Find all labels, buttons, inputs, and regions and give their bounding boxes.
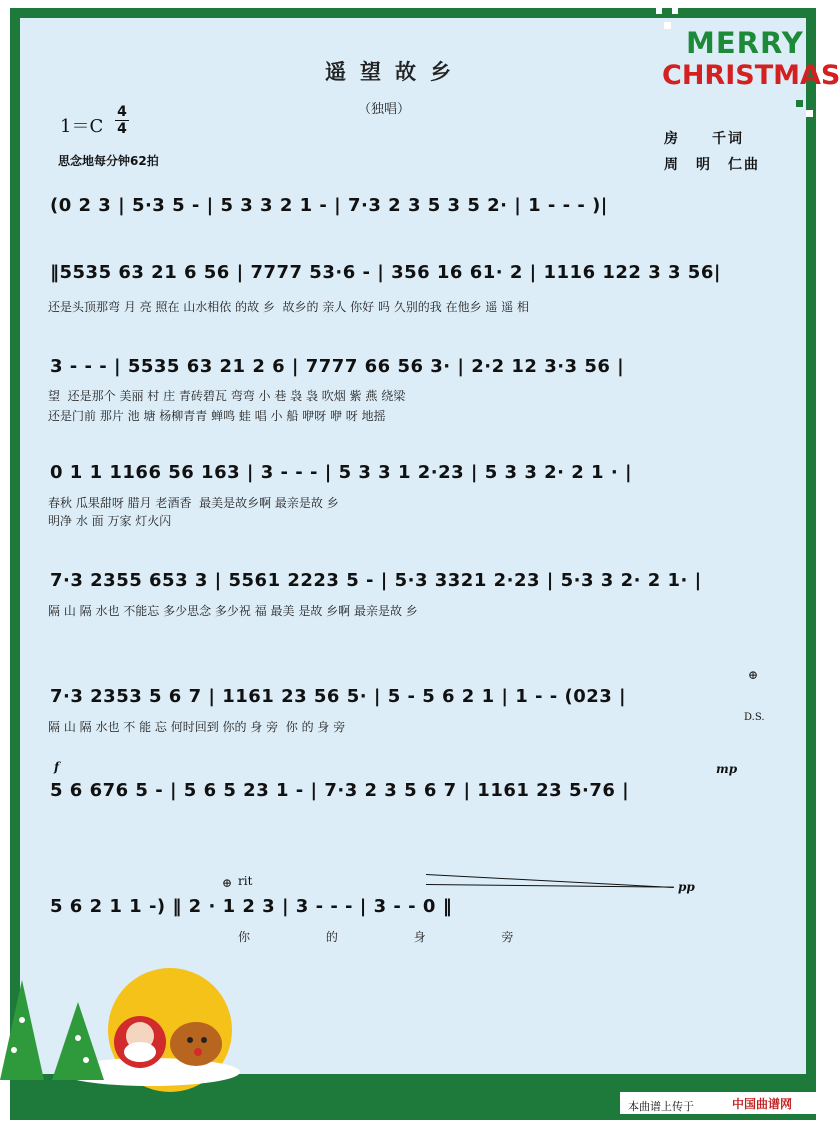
footer-uploaded-text: 本曲谱上传于 bbox=[628, 1100, 694, 1113]
corner-pixel bbox=[806, 110, 813, 117]
lyrics-line-8: 你 的 身 旁 bbox=[238, 930, 550, 944]
notation-line-5: 7·3 2355 653 3 | 5561 2223 5 - | 5·3 3321 2·23 | 5·3 3 2· 2 1· | bbox=[50, 570, 702, 591]
lyrics-line-3a: 望 还是那个 美丽 村 庄 青砖碧瓦 弯弯 小 巷 袅 袅 吹烟 紫 燕 绕梁 bbox=[48, 389, 406, 403]
coda-sign-2: ⊕ bbox=[222, 876, 233, 890]
song-subtitle: （独唱） bbox=[358, 102, 411, 117]
lyrics-line-2: 还是头顶那弯 月 亮 照在 山水相依 的故 乡 故乡的 亲人 你好 吗 久别的我 在他乡 遥 遥 相 bbox=[48, 300, 530, 314]
notation-line-1: (0 2 3 | 5·3 5 - | 5 3 3 2 1 - | 7·3 2 3 5 3 5 2· | 1 - - - )| bbox=[50, 195, 608, 216]
notation-line-8: 5 6 2 1 1 -) ‖ 2 · 1 2 3 | 3 - - - | 3 - - 0 ‖ bbox=[50, 896, 453, 917]
corner-pixel bbox=[664, 22, 671, 29]
lyrics-line-3b: 还是门前 那片 池 塘 杨柳青青 蝉鸣 蛙 唱 小 船 咿呀 咿 呀 地摇 bbox=[48, 409, 386, 423]
time-signature-bottom: 4 bbox=[115, 120, 129, 137]
song-title: 遥望故乡 bbox=[325, 60, 465, 84]
pianissimo-marking: pp bbox=[678, 880, 695, 894]
time-signature-top: 4 bbox=[117, 104, 127, 120]
coda-sign: ⊕ bbox=[748, 668, 759, 682]
corner-pixel bbox=[656, 8, 662, 14]
lyrics-line-4a: 春秋 瓜果甜呀 腊月 老酒香 最美是故乡啊 最亲是故 乡 bbox=[48, 496, 339, 510]
christmas-text: CHRISTMAS bbox=[662, 60, 840, 91]
notation-line-7: 5 6 676 5 - | 5 6 5 23 1 - | 7·3 2 3 5 6 7 | 1161 23 5·76 | bbox=[50, 780, 630, 801]
forte-marking: f bbox=[54, 760, 60, 774]
lyrics-line-4b: 明净 水 面 万家 灯火闪 bbox=[48, 514, 172, 528]
notation-line-2: ‖5535 63 21 6 56 | 7777 53·6 - | 356 16 61· 2 | 1116 122 3 3 56| bbox=[50, 262, 721, 283]
notation-line-4: 0 1 1 1166 56 163 | 3 - - - | 5 3 3 1 2·23 | 5 3 3 2· 2 1 · | bbox=[50, 462, 633, 483]
christmas-illustration bbox=[0, 960, 260, 1100]
mezzo-piano-marking: mp bbox=[716, 762, 738, 776]
corner-pixel bbox=[672, 8, 678, 14]
composer-credit: 周 明 仁曲 bbox=[664, 157, 760, 173]
reindeer-icon bbox=[170, 1022, 222, 1066]
footer-site-link[interactable]: 中国曲谱网 bbox=[732, 1097, 793, 1111]
tempo-marking: 思念地每分钟62拍 bbox=[58, 154, 159, 168]
lyricist-credit: 房 千词 bbox=[664, 131, 744, 147]
rit-marking: rit bbox=[238, 874, 253, 888]
corner-pixel bbox=[796, 100, 803, 107]
notation-line-6: 7·3 2353 5 6 7 | 1161 23 56 5· | 5 - 5 6 2 1 | 1 - - (023 | bbox=[50, 686, 627, 707]
ds-marking: D.S. bbox=[744, 712, 765, 723]
tree-icon bbox=[0, 980, 44, 1080]
lyrics-line-5: 隔 山 隔 水也 不能忘 多少思念 多少祝 福 最美 是故 乡啊 最亲是故 乡 bbox=[48, 604, 418, 618]
lyrics-line-6: 隔 山 隔 水也 不 能 忘 何时回到 你的 身 旁 你 的 身 旁 bbox=[48, 720, 346, 734]
merry-text: MERRY bbox=[686, 26, 804, 60]
notation-line-3: 3 - - - | 5535 63 21 2 6 | 7777 66 56 3· | 2·2 12 3·3 56 | bbox=[50, 356, 625, 377]
time-signature bbox=[115, 104, 129, 137]
key-signature: 1＝C bbox=[60, 116, 104, 137]
